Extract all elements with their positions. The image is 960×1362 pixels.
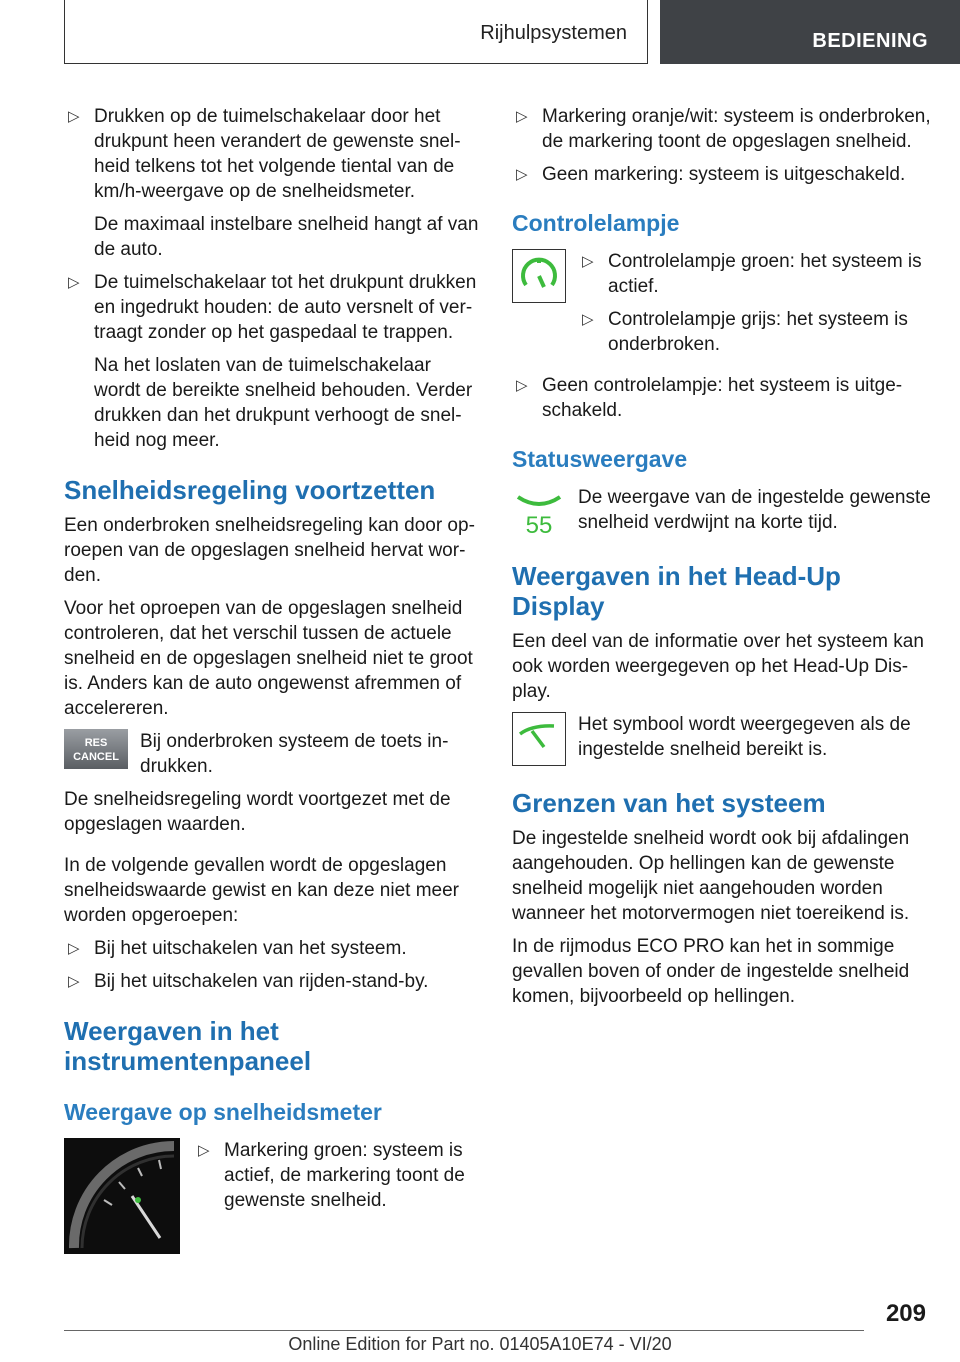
paragraph: Een deel van de informatie over het systeem kan ook worden weergegeven op het Head-Up Display. [512,631,924,702]
heading-status-display: Statusweergave [512,446,688,472]
bullet-triangle-icon: ▷ [516,377,528,394]
indicator-lamp-row [512,249,932,365]
bullet-item [512,104,932,154]
heading-indicator-lamp: Controlelampje [512,210,680,236]
bullet-text: Bij het uitschakelen van rijden-stand-by. [94,971,429,992]
footer-edition: Online Edition for Part no. 01405A10E74 - VI/20 [288,1334,672,1354]
bullet-triangle-icon: ▷ [198,1142,210,1159]
bullet-triangle-icon: ▷ [582,311,594,328]
indicator-lamp-bullets [578,249,932,365]
heading-instrument-panel: Weergaven in het instrumentenpaneel [64,1016,312,1076]
bullet-item [64,270,480,453]
bullet-note: Na het loslaten van de tuimelschakelaar wordt de bereikte snelheid behouden. Verder drukken dan het drukpunt verhoogt de snelheid nog meer. [94,355,473,451]
speedometer-row [64,1138,480,1254]
header-section-box [64,0,648,64]
bullet-triangle-icon: ▷ [68,973,80,990]
cancel-label: CANCEL [73,751,119,763]
bullet-triangle-icon: ▷ [68,940,80,957]
bullet-item [64,969,480,994]
paragraph: In de volgende gevallen wordt de opgeslagen snelheidswaarde gewist en kan deze niet meer worden opgeroepen: [64,855,460,926]
paragraph: Een onderbroken snelheidsregeling kan door oproepen van de opgeslagen snelheid hervat worden. [64,515,475,586]
footer-divider [64,1330,864,1331]
hud-symbol-text: Het symbool wordt weergegeven als de ingestelde snelheid bereikt is. [578,714,911,760]
bullet-item [512,162,932,187]
res-cancel-row [64,729,480,779]
speedometer-image [64,1138,180,1254]
heading-system-limits: Grenzen van het systeem [512,788,826,818]
bullet-note: De maximaal instelbare snelheid hangt af van de auto. [94,214,479,260]
status-display-text: De weergave van de ingestelde gewenste snelheid verdwijnt na korte tijd. [578,487,931,533]
bullet-text: Controlelampje grijs: het systeem is onderbroken. [608,309,908,355]
bullet-text: Geen markering: systeem is uitgeschakeld. [542,164,906,185]
heading-speedometer: Weergave op snelheidsmeter [64,1099,382,1125]
paragraph: De snelheidsregeling wordt voortgezet met de opgeslagen waarden. [64,789,451,835]
heading-head-up-display: Weergaven in het Head-Up Display [512,561,841,621]
bullet-text: Controlelampje groen: het systeem is actief. [608,251,922,297]
bullet-item [64,104,480,262]
bullet-item [64,936,480,961]
bullet-text: De tuimelschakelaar tot het drukpunt drukken en ingedrukt houden: de auto versnelt of vertraagt zonder op het gaspedaal te trappen. [94,272,477,343]
header-section-title: Rijhulpsystemen [480,22,627,44]
bullet-text: Bij het uitschakelen van het systeem. [94,938,407,959]
paragraph: De ingestelde snelheid wordt ook bij afdalingen aangehouden. Op hellingen kan de gewenste snelheid mogelijk niet aangehouden worden wanneer het motorvermogen niet toereikend is. [512,828,910,924]
heading-resume: Snelheidsregeling voortzetten [64,475,436,505]
bullet-triangle-icon: ▷ [582,253,594,270]
cruise-indicator-lamp-icon [512,249,566,303]
left-column [64,104,480,1262]
header-chapter-title: BEDIENING [812,30,928,52]
bullet-triangle-icon: ▷ [516,166,528,183]
bullet-triangle-icon: ▷ [68,108,80,125]
bullet-triangle-icon: ▷ [68,274,80,291]
res-cancel-button-icon [64,729,128,769]
header-chapter-box [660,0,960,64]
res-cancel-text: Bij onderbroken systeem de toets indrukken. [140,731,449,777]
bullet-item [512,373,932,423]
bullet-text: Drukken op de tuimelschakelaar door het drukpunt heen verandert de gewenste snelheid telkens tot het volgende tiental van de km/h-weergave op de snelheidsmeter. [94,106,461,202]
bullet-text: Geen controlelampje: het systeem is uitgeschakeld. [542,375,903,421]
hud-symbol-row [512,712,932,766]
page-number: 209 [885,1300,926,1327]
bullet-triangle-icon: ▷ [516,108,528,125]
status-speed-number: 55 [525,512,553,539]
paragraph: Voor het oproepen van de opgeslagen snelheid controleren, dat het verschil tussen de actuele snelheid en de opgeslagen snelheid niet te groot is. Anders kan de auto ongewenst afremmen of accelereren. [64,598,473,719]
status-display-row [512,485,932,539]
hud-speed-symbol-icon [512,712,566,766]
res-label: RES [84,737,108,749]
right-column [512,104,932,1017]
bullet-item [578,307,932,357]
bullet-text: Markering groen: systeem is actief, de markering toont de gewenste snelheid. [224,1140,465,1211]
speedometer-bullets [194,1138,480,1221]
bullet-item [578,249,932,299]
set-speed-status-icon [512,485,566,539]
bullet-item [194,1138,480,1213]
paragraph: In de rijmodus ECO PRO kan het in sommige gevallen boven of onder de ingestelde snelheid komen, bijvoorbeeld op hellingen. [512,936,910,1007]
bullet-text: Markering oranje/wit: systeem is onderbroken, de markering toont de opgeslagen snelheid. [542,106,931,152]
